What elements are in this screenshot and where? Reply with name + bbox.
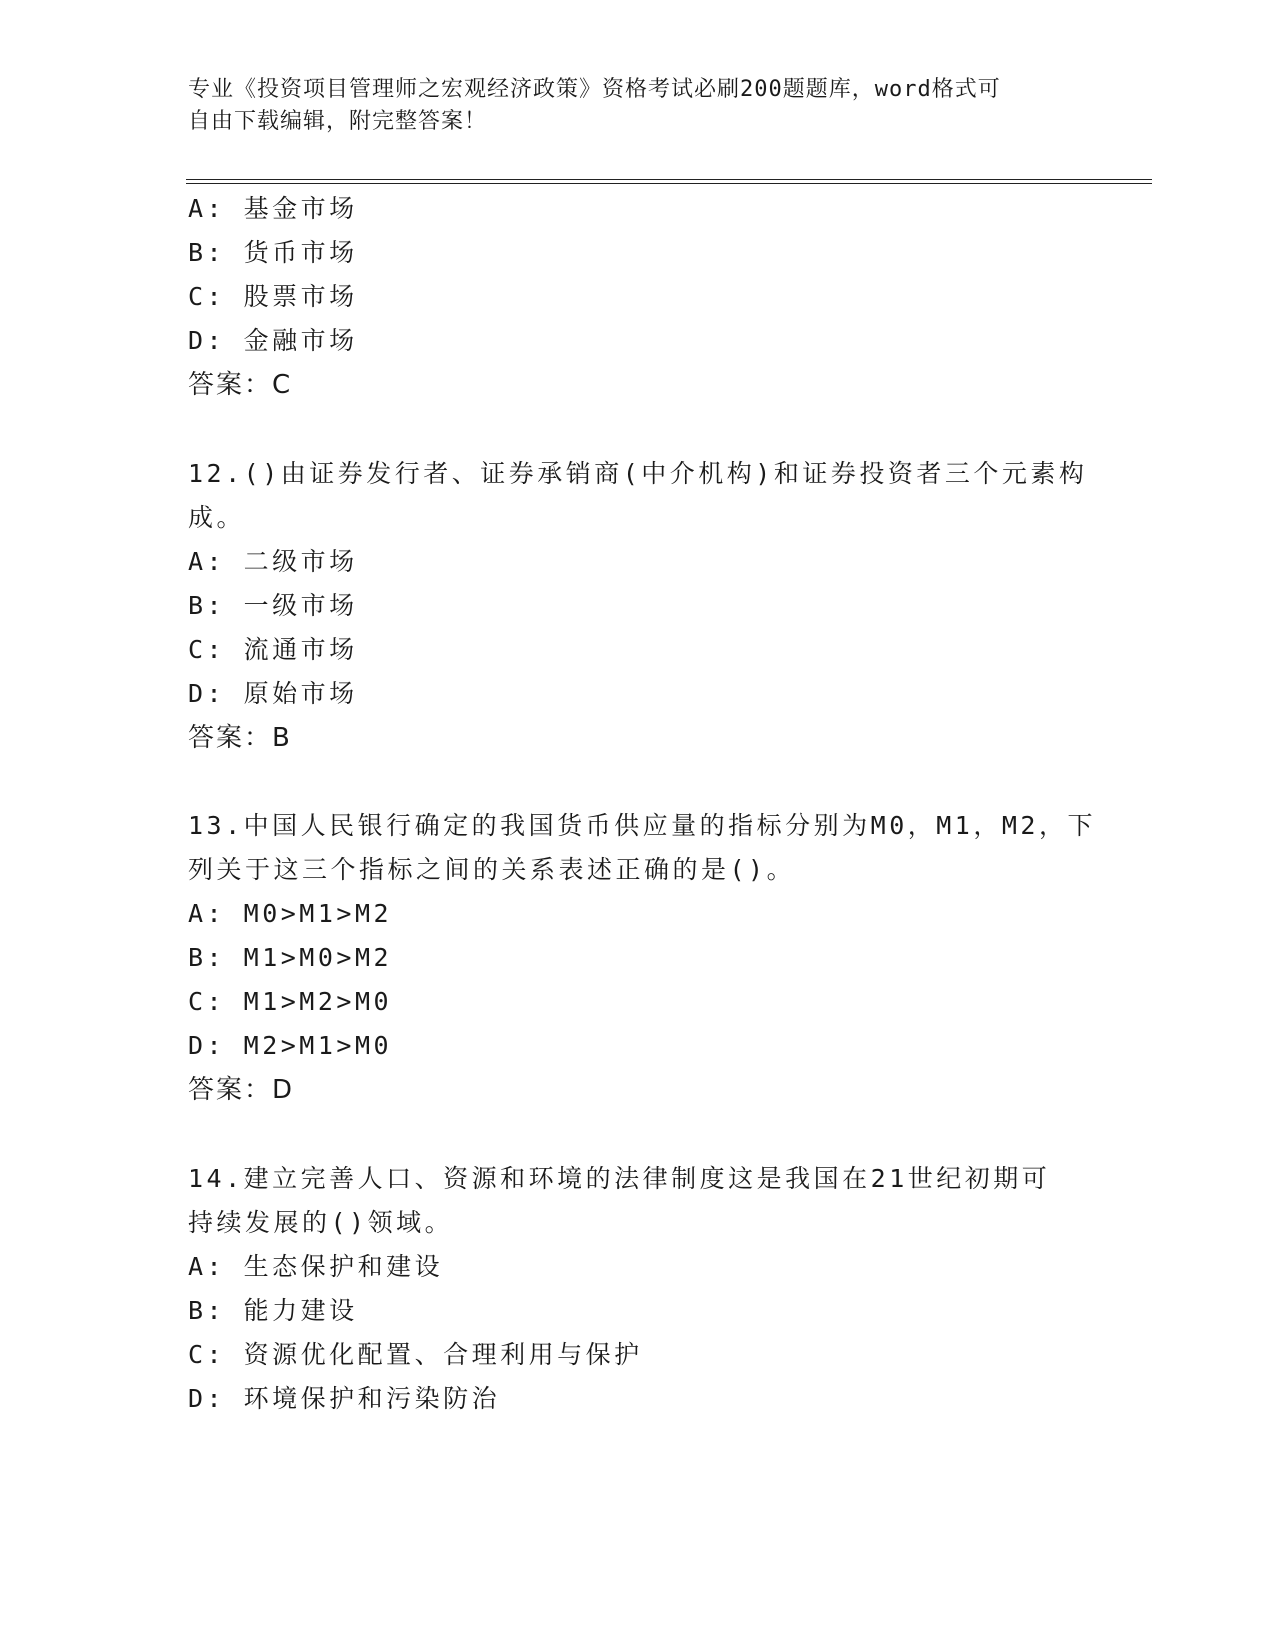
q12-stem-line-2: 成。 <box>188 503 246 532</box>
header-rule-top <box>186 179 1152 180</box>
q13-option-b: B: M1>M0>M2 <box>188 943 393 972</box>
q11-option-c: C: 股票市场 <box>188 282 358 311</box>
q13-option-d: D: M2>M1>M0 <box>188 1031 393 1060</box>
q14-option-c: C: 资源优化配置、合理利用与保护 <box>188 1340 643 1369</box>
q12-option-b: B: 一级市场 <box>188 591 358 620</box>
q13-stem-line-1: 13.中国人民银行确定的我国货币供应量的指标分别为M0，M1，M2，下 <box>188 811 1096 840</box>
q11-option-a: A: 基金市场 <box>188 194 358 223</box>
q12-option-d: D: 原始市场 <box>188 679 358 708</box>
q12-option-a: A: 二级市场 <box>188 547 358 576</box>
q11-option-d: D: 金融市场 <box>188 326 358 355</box>
q12-option-c: C: 流通市场 <box>188 635 358 664</box>
header-rule-bottom <box>186 183 1152 184</box>
q13-answer: 答案：D <box>188 1075 295 1105</box>
q14-stem-line-1: 14.建立完善人口、资源和环境的法律制度这是我国在21世纪初期可 <box>188 1164 1051 1193</box>
q12-answer: 答案：B <box>188 723 292 753</box>
q11-answer: 答案：C <box>188 370 293 400</box>
header-line-2: 自由下载编辑，附完整答案！ <box>188 109 488 134</box>
q13-option-a: A: M0>M1>M2 <box>188 899 393 928</box>
document-header <box>188 74 1068 138</box>
q14-stem-line-2: 持续发展的()领域。 <box>188 1208 454 1237</box>
q11-option-b: B: 货币市场 <box>188 238 358 267</box>
header-line-1: 专业《投资项目管理师之宏观经济政策》资格考试必刷200题题库，word格式可 <box>188 77 1001 102</box>
q14-option-b: B: 能力建设 <box>188 1296 358 1325</box>
q14-option-d: D: 环境保护和污染防治 <box>188 1384 501 1413</box>
q12-stem-line-1: 12.()由证券发行者、证券承销商(中介机构)和证券投资者三个元素构 <box>188 459 1088 488</box>
q13-option-c: C: M1>M2>M0 <box>188 987 393 1016</box>
q13-stem-line-2: 列关于这三个指标之间的关系表述正确的是()。 <box>188 855 796 884</box>
q14-option-a: A: 生态保护和建设 <box>188 1252 444 1281</box>
